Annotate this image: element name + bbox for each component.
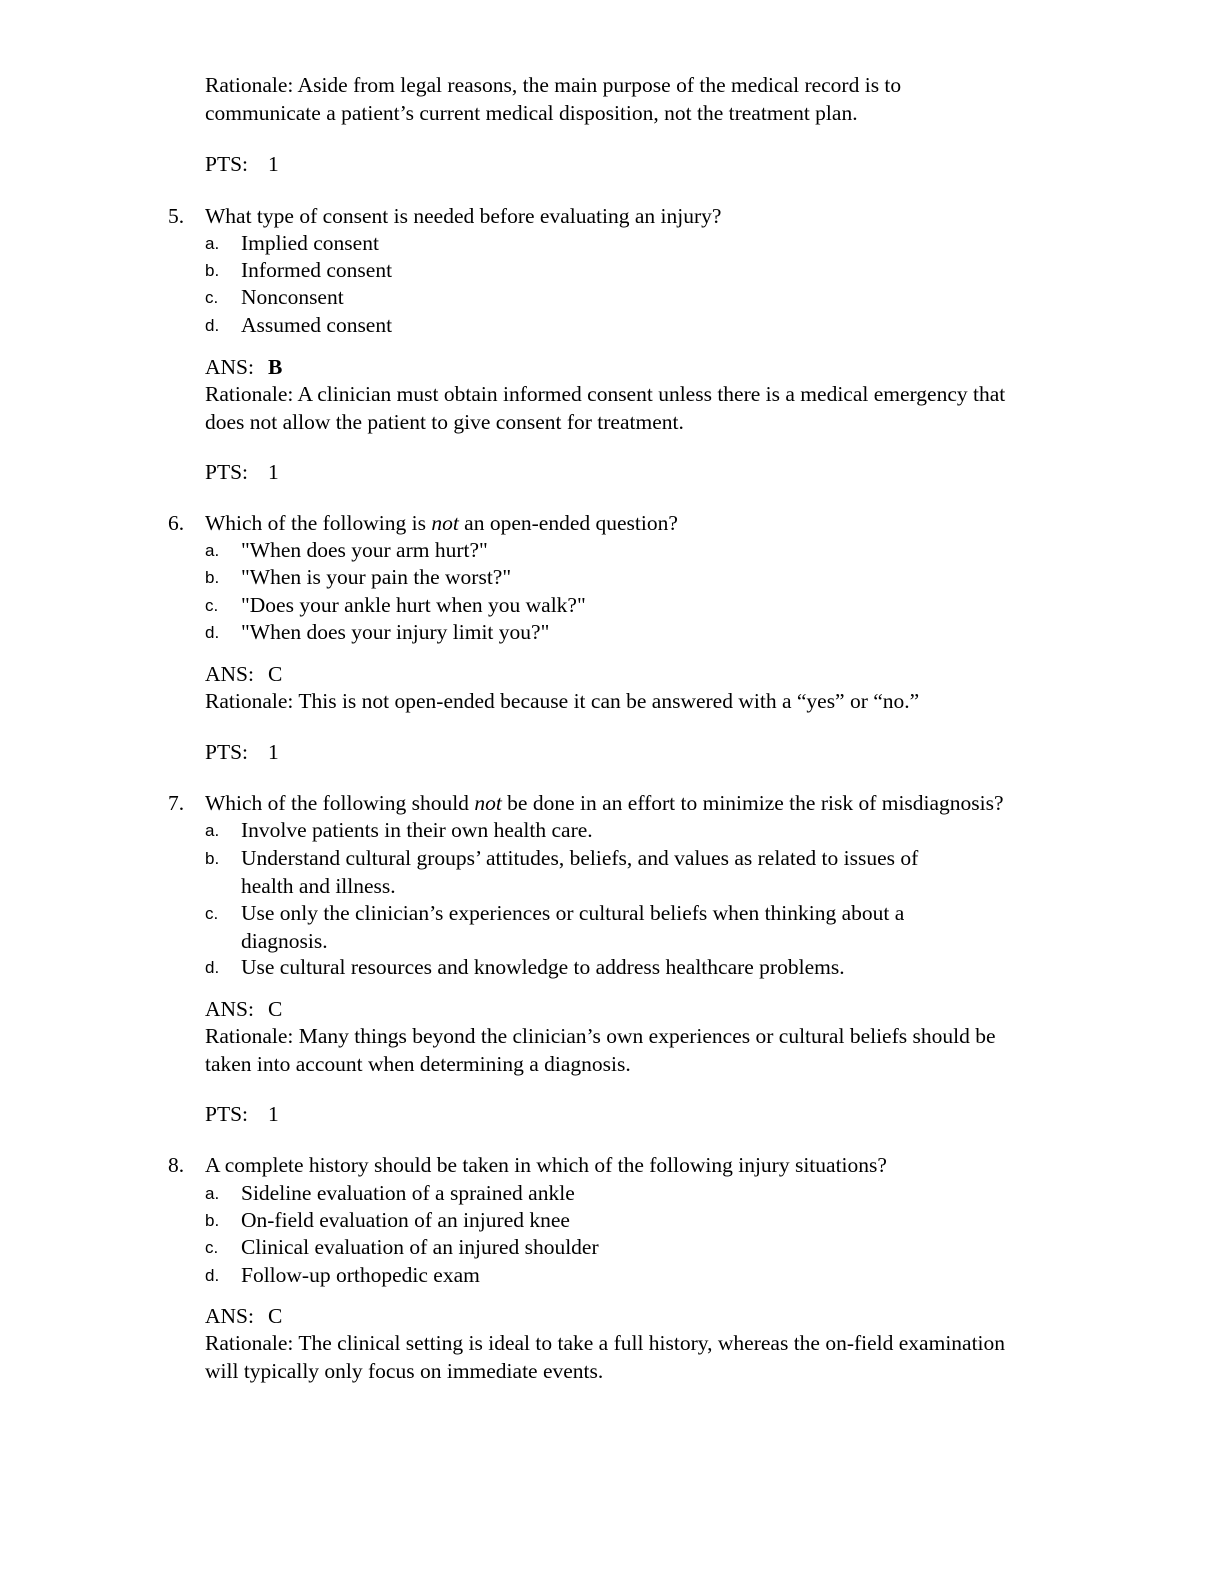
stem-emphasis: not: [431, 511, 459, 535]
rationale: [205, 1330, 1105, 1385]
option-text: On-field evaluation of an injured knee: [241, 1208, 570, 1232]
option-text-line: health and illness.: [241, 873, 396, 898]
option-letter: c.: [205, 288, 219, 307]
option-a: [205, 817, 1005, 845]
stem-text: Which of the following should: [205, 791, 475, 815]
pts-label: PTS:: [205, 460, 249, 484]
ans-label: ANS:: [205, 997, 254, 1021]
option-a: [205, 537, 1005, 565]
pts-label: PTS:: [205, 152, 249, 176]
pts-label: PTS:: [205, 1102, 249, 1126]
option-b: [205, 845, 1005, 900]
ans-value: C: [268, 1304, 283, 1328]
stem-text: an open-ended question?: [458, 511, 678, 535]
option-letter: c.: [205, 596, 219, 615]
option-a: [205, 1180, 1005, 1208]
rationale-line: will typically only focus on immediate events.: [205, 1358, 604, 1383]
option-letter: d.: [205, 1266, 220, 1285]
question-number: 8.: [168, 1153, 185, 1177]
option-text: Involve patients in their own health care.: [241, 818, 593, 842]
option-text: "When is your pain the worst?": [241, 565, 512, 589]
question-stem: [205, 510, 1105, 538]
option-letter: d.: [205, 958, 220, 977]
option-b: [205, 564, 1005, 592]
ans-value: B: [268, 355, 283, 379]
option-text: [241, 900, 1001, 955]
option-text: Use cultural resources and knowledge to address healthcare problems.: [241, 955, 845, 979]
rationale-line: Rationale: The clinical setting is ideal to take a full history, whereas the on-field examination: [205, 1331, 1006, 1355]
pts-line: [205, 739, 1105, 767]
option-text: Nonconsent: [241, 285, 344, 309]
stem-text: be done in an effort to minimize the risk of misdiagnosis?: [501, 791, 1004, 815]
pts-value: 1: [268, 1102, 279, 1126]
option-letter: a.: [205, 541, 220, 560]
stem-text: Which of the following is: [205, 511, 432, 535]
option-c: [205, 592, 1005, 620]
option-d: [205, 312, 1005, 340]
rationale-line: Rationale: Aside from legal reasons, the main purpose of the medical record is to: [205, 73, 902, 97]
option-text: Follow-up orthopedic exam: [241, 1263, 480, 1287]
ans-label: ANS:: [205, 662, 254, 686]
option-a: [205, 230, 1005, 258]
option-letter: a.: [205, 234, 220, 253]
rationale-line: Rationale: A clinician must obtain informed consent unless there is a medical emergency that: [205, 382, 1006, 406]
option-letter: b.: [205, 568, 220, 587]
option-text: "When does your injury limit you?": [241, 620, 550, 644]
rationale: [205, 688, 1105, 716]
rationale: [205, 1023, 1105, 1078]
option-d: [205, 1262, 1005, 1290]
option-letter: d.: [205, 623, 220, 642]
option-text: Implied consent: [241, 231, 379, 255]
ans-value: C: [268, 662, 283, 686]
question-stem: A complete history should be taken in which of the following injury situations?: [205, 1153, 887, 1177]
option-text: [241, 845, 1001, 900]
option-text: Assumed consent: [241, 313, 393, 337]
pts-line: [205, 459, 1105, 487]
question-number: 5.: [168, 204, 185, 228]
option-letter: b.: [205, 1211, 220, 1230]
answer-line: [205, 661, 1105, 689]
option-text: Informed consent: [241, 258, 393, 282]
option-c: [205, 900, 1005, 955]
answer-line: [205, 996, 1105, 1024]
rationale-line: taken into account when determining a diagnosis.: [205, 1051, 631, 1076]
pts-value: 1: [268, 740, 279, 764]
question-number: 6.: [168, 511, 185, 535]
option-text: Clinical evaluation of an injured shoulder: [241, 1235, 599, 1259]
answer-line: [205, 1303, 1105, 1331]
option-text: Sideline evaluation of a sprained ankle: [241, 1181, 575, 1205]
question-stem: [205, 790, 1105, 818]
option-letter: a.: [205, 821, 220, 840]
ans-label: ANS:: [205, 1304, 254, 1328]
rationale-line: Rationale: Many things beyond the clinician’s own experiences or cultural beliefs should be: [205, 1024, 996, 1048]
option-text-line: Use only the clinician’s experiences or cultural beliefs when thinking about a: [241, 901, 905, 925]
pts-value: 1: [268, 152, 279, 176]
option-c: [205, 284, 1005, 312]
option-c: [205, 1234, 1005, 1262]
pts-previous: [205, 151, 1105, 179]
rationale: [205, 381, 1105, 436]
option-text: "Does your ankle hurt when you walk?": [241, 593, 586, 617]
option-d: [205, 954, 1005, 982]
answer-line: [205, 354, 1105, 382]
option-d: [205, 619, 1005, 647]
rationale-line: does not allow the patient to give consent for treatment.: [205, 409, 684, 434]
option-letter: b.: [205, 261, 220, 280]
option-text: "When does your arm hurt?": [241, 538, 488, 562]
option-letter: a.: [205, 1184, 220, 1203]
option-letter: c.: [205, 904, 219, 923]
option-text-line: Understand cultural groups’ attitudes, beliefs, and values as related to issues of: [241, 846, 919, 870]
rationale-line: Rationale: This is not open-ended because it can be answered with a “yes” or “no.”: [205, 689, 920, 713]
option-b: [205, 257, 1005, 285]
ans-value: C: [268, 997, 283, 1021]
question-stem: What type of consent is needed before evaluating an injury?: [205, 204, 722, 228]
question-number: 7.: [168, 791, 185, 815]
pts-label: PTS:: [205, 740, 249, 764]
option-letter: b.: [205, 849, 220, 868]
option-b: [205, 1207, 1005, 1235]
pts-value: 1: [268, 460, 279, 484]
option-text-line: diagnosis.: [241, 928, 328, 953]
option-letter: d.: [205, 316, 220, 335]
rationale-line: communicate a patient’s current medical disposition, not the treatment plan.: [205, 100, 858, 125]
ans-label: ANS:: [205, 355, 254, 379]
pts-line: [205, 1101, 1105, 1129]
stem-emphasis: not: [474, 791, 502, 815]
option-letter: c.: [205, 1238, 219, 1257]
rationale-previous: [205, 72, 1105, 127]
